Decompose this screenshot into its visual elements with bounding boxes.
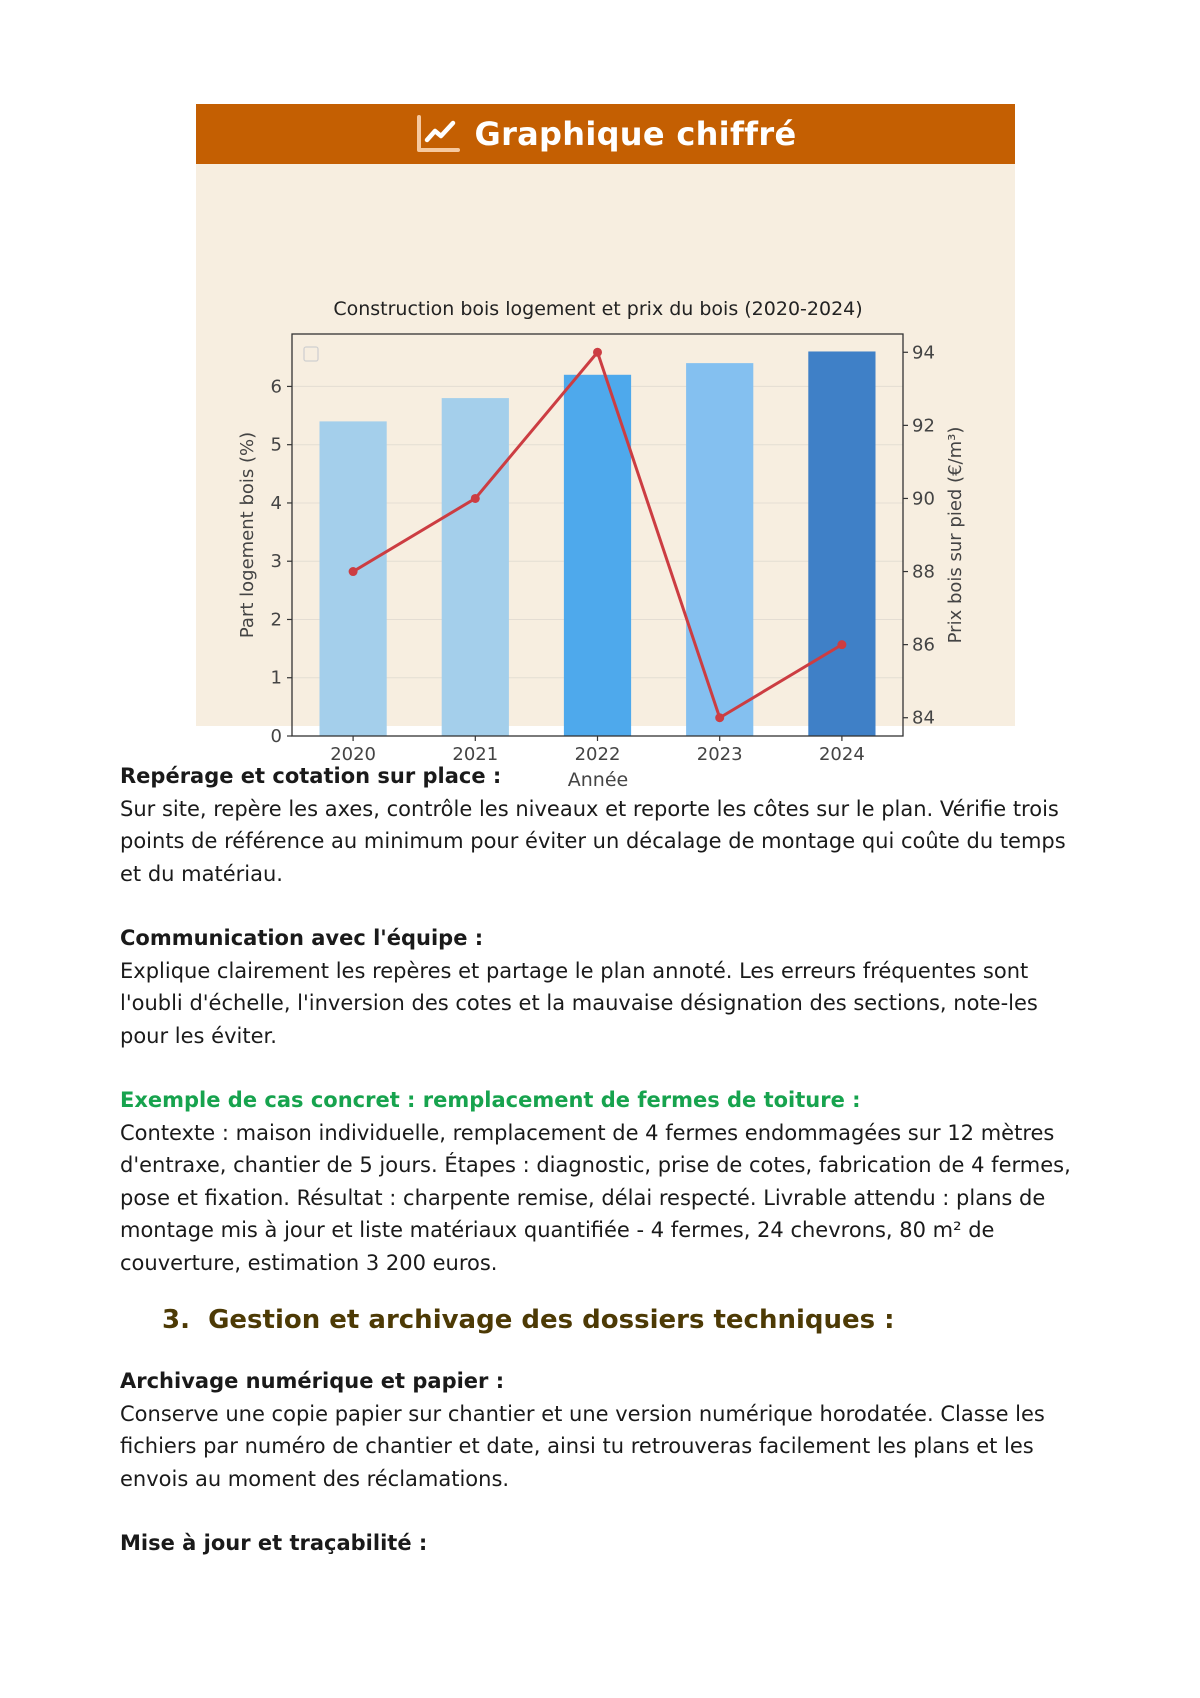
bar-2023 (686, 363, 753, 736)
y-axis-right-label: Prix bois sur pied (€/m³) (945, 426, 966, 644)
section-title-archivage: Archivage numérique et papier : (120, 1369, 505, 1393)
y-right-tick-label: 86 (912, 634, 935, 656)
legend-box (304, 347, 318, 361)
trend-chart-icon (415, 114, 461, 154)
y-right-tick-label: 88 (912, 561, 935, 583)
section-title-communication: Communication avec l'équipe : (120, 926, 484, 950)
y-left-tick-label: 6 (270, 376, 282, 398)
example-body: Contexte : maison individuelle, remplacement de 4 fermes endommagées sur 12 mètres d'entraxe, chantier de 5 jours. Étapes : diagnostic, prise de cotes, fabrication de 4 fermes, pose et fixation. Résultat : charpente remise, délai respecté. Livrable attendu : plans de montage mis à jour et liste matériaux quantifiée - 4 fermes, 24 chevrons, 80 m² de couverture, estimation 3 200 euros. (120, 1120, 1071, 1275)
chart-header (196, 104, 1015, 164)
section-title-tracabilite: Mise à jour et traçabilité : (120, 1531, 428, 1555)
y-left-tick-label: 2 (270, 609, 282, 631)
heading-gestion-archivage (120, 1303, 1080, 1337)
y-axis-left-label: Part logement bois (%) (237, 431, 258, 639)
chart-header-title: Graphique chiffré (474, 115, 797, 153)
y-left-tick-label: 0 (270, 726, 282, 747)
section-body-communication: Explique clairement les repères et partage le plan annoté. Les erreurs fréquentes sont l'oubli d'échelle, l'inversion des cotes et la mauvaise désignation des sections, note-les pour les éviter. (120, 958, 1038, 1048)
section-body-reperage: Sur site, repère les axes, contrôle les niveaux et reporte les côtes sur le plan. Vérifie trois points de référence au minimum pour éviter un décalage de montage qui coûte du temps et du matériau. (120, 796, 1066, 886)
bar-2024 (808, 351, 875, 736)
heading-number: 3. (162, 1305, 190, 1335)
price-point-2023 (715, 713, 724, 722)
bar-2022 (564, 375, 631, 736)
y-right-tick-label: 84 (912, 707, 935, 729)
x-tick-label: 2021 (452, 744, 499, 765)
x-axis-label: Année (567, 769, 629, 791)
price-point-2022 (593, 348, 602, 357)
y-right-tick-label: 92 (912, 415, 935, 437)
price-point-2020 (349, 567, 358, 576)
section-title-reperage: Repérage et cotation sur place : (120, 764, 502, 788)
x-tick-label: 2022 (574, 744, 621, 765)
x-tick-label: 2020 (330, 744, 377, 765)
price-point-2024 (837, 640, 846, 649)
section-body-archivage: Conserve une copie papier sur chantier et une version numérique horodatée. Classe les fichiers par numéro de chantier et date, ainsi tu retrouveras facilement les plans et les envois au moment des réclamations. (120, 1401, 1045, 1491)
y-left-tick-label: 3 (270, 551, 282, 573)
y-left-tick-label: 1 (270, 667, 282, 689)
y-left-tick-label: 4 (270, 492, 282, 514)
bar-2021 (442, 398, 509, 736)
document-body (120, 760, 1080, 1560)
x-tick-label: 2023 (696, 744, 743, 765)
bar-2020 (319, 421, 386, 736)
x-tick-label: 2024 (818, 744, 865, 765)
price-point-2021 (471, 494, 480, 503)
y-left-tick-label: 5 (270, 434, 282, 456)
example-title: Exemple de cas concret : remplacement de fermes de toiture : (120, 1088, 861, 1112)
y-right-tick-label: 94 (912, 342, 935, 364)
chart-title: Construction bois logement et prix du bois (2020-2024) (333, 298, 863, 320)
y-right-tick-label: 90 (912, 488, 935, 510)
heading-title: Gestion et archivage des dossiers techniques : (208, 1305, 895, 1335)
